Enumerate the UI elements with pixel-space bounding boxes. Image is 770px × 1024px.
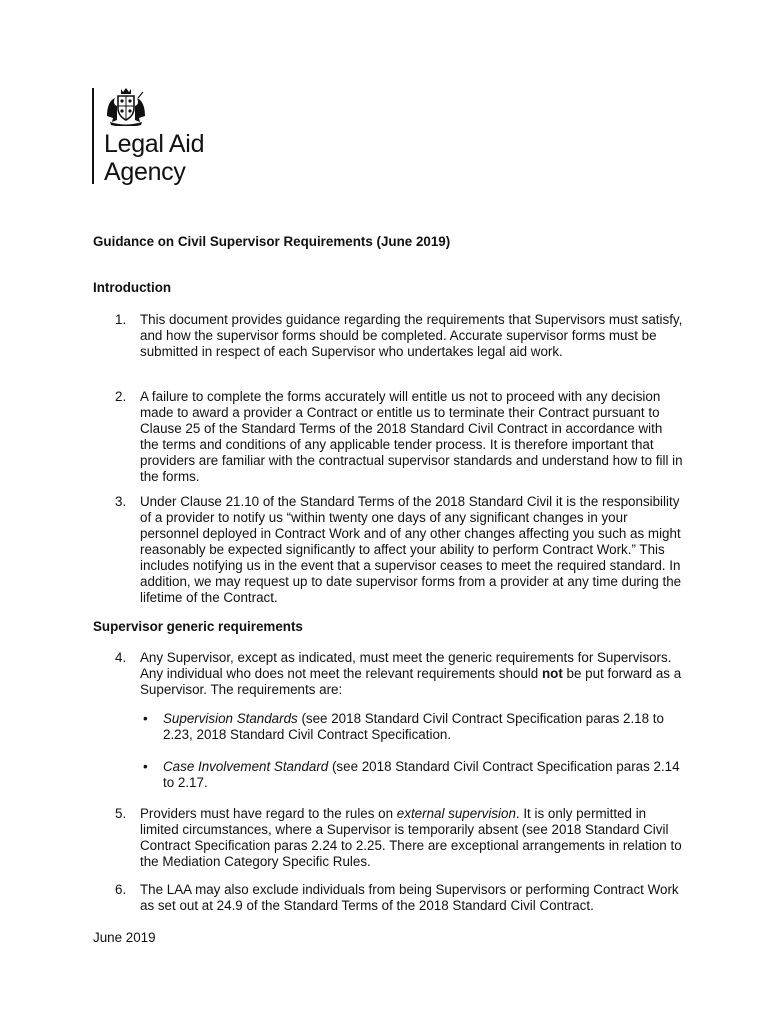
paragraph-number: 5.: [115, 806, 127, 821]
section-heading-introduction: Introduction: [93, 280, 172, 295]
emphasis-not: not: [541, 666, 563, 681]
numbered-paragraph-3: [93, 494, 683, 606]
bullet-marker: •: [143, 759, 148, 774]
bullet-text: [163, 759, 683, 791]
royal-crest-icon: [104, 86, 148, 126]
section-heading-generic-requirements: Supervisor generic requirements: [93, 619, 303, 634]
emphasis-external-supervision: external supervision: [396, 806, 516, 821]
paragraph-number: 2.: [115, 389, 127, 404]
numbered-paragraph-1: [93, 312, 683, 360]
bullet-item-case-involvement-standard: [93, 759, 683, 791]
paragraph-text: The LAA may also exclude individuals from being Supervisors or performing Contract Work as set out at 24.9 of the Standard Terms of the 2018 Standard Civil Contract.: [140, 882, 679, 913]
paragraph-number: 4.: [115, 650, 127, 665]
numbered-paragraph-4: [93, 650, 683, 698]
paragraph-number: 6.: [115, 882, 127, 897]
bullet-detail: (see 2018 Standard Civil Contract Specification paras 2.14 to 2.17.: [163, 759, 680, 790]
document-title: Guidance on Civil Supervisor Requirements (June 2019): [93, 234, 451, 249]
logo-line-2: Agency: [104, 158, 186, 186]
paragraph-text-part: . It is only permitted in limited circumstances, where a Supervisor is temporarily absent (see 2018 Standard Civil Contract Specification paras 2.24 to 2.25. There are exceptional arrangements in relation to the Mediation Category Specific Rules.: [140, 806, 682, 869]
paragraph-text: [140, 806, 683, 870]
paragraph-text-part: be put forward as a Supervisor. The requirements are:: [140, 666, 682, 697]
paragraph-number: 3.: [115, 494, 127, 509]
bullet-item-supervision-standards: [93, 711, 683, 743]
numbered-paragraph-6: [93, 882, 683, 914]
paragraph-text: [140, 650, 683, 698]
bullet-text: [163, 711, 683, 743]
logo-divider: [92, 88, 94, 184]
logo-wordmark: [104, 130, 204, 186]
paragraph-text-part: Providers must have regard to the rules on: [140, 806, 397, 821]
paragraph-text: Under Clause 21.10 of the Standard Terms of the 2018 Standard Civil it is the responsibility of a provider to notify us “within twenty one days of any significant changes in your personnel deployed in Contract Work and of any other changes affecting you such as might reasonably be expected significantly to affect your ability to perform Contract Work.” This includes notifying us in the event that a supervisor ceases to meet the required standard. In addition, we may request up to date supervisor forms from a provider at any time during the lifetime of the Contract.: [140, 494, 682, 605]
paragraph-text-part: Any Supervisor, except as indicated, must meet the generic requirements for Supervisors. Any individual who does not meet the relevant requirements should: [140, 650, 672, 681]
bullet-term: Case Involvement Standard: [163, 759, 329, 774]
numbered-paragraph-5: [93, 806, 683, 870]
bullet-marker: •: [143, 711, 148, 726]
agency-logo: [92, 86, 220, 190]
paragraph-text: This document provides guidance regarding the requirements that Supervisors must satisfy, and how the supervisor forms should be completed. Accurate supervisor forms must be submitted in respect of each Supervisor who undertakes legal aid work.: [140, 312, 683, 359]
paragraph-number: 1.: [115, 312, 127, 327]
bullet-detail: (see 2018 Standard Civil Contract Specification paras 2.18 to 2.23, 2018 Standard Civil Contract Specification.: [163, 711, 664, 742]
footer-date: June 2019: [93, 930, 156, 945]
bullet-term: Supervision Standards: [163, 711, 298, 726]
logo-line-1: Legal Aid: [104, 130, 205, 158]
paragraph-text: A failure to complete the forms accurately will entitle us not to proceed with any decision made to award a provider a Contract or entitle us to terminate their Contract pursuant to Clause 25 of the Standard Terms of the 2018 Standard Civil Contract in accordance with the terms and conditions of any applicable tender process. It is therefore important that providers are familiar with the contractual supervisor standards and understand how to fill in the forms.: [140, 389, 683, 484]
numbered-paragraph-2: [93, 389, 683, 485]
